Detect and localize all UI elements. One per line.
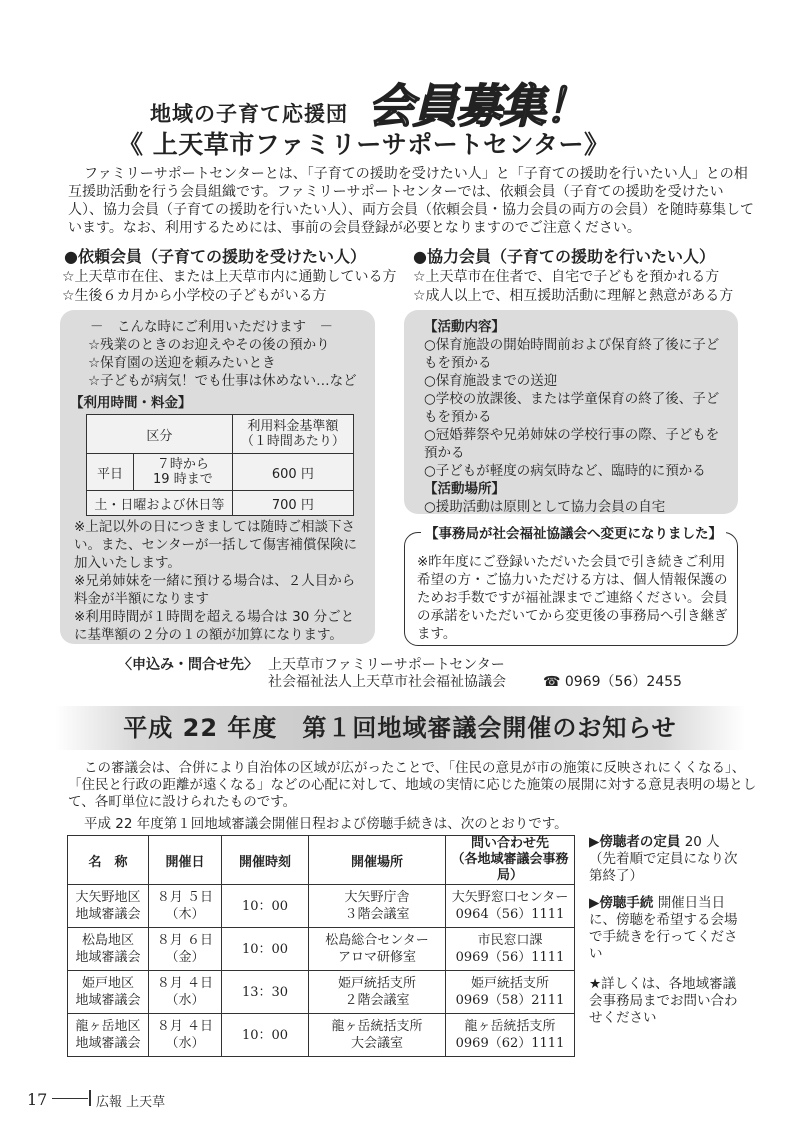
side-capacity xyxy=(589,834,739,885)
schedule-row xyxy=(68,885,575,928)
schedule-cell-name: 松島地区 地域審議会 xyxy=(68,928,149,971)
schedule-cell-contact: 市民窓口課 0969（56）1111 xyxy=(446,928,575,971)
side-capacity-value: 20 人 xyxy=(684,834,720,850)
fee-row1-time-line2: 19 時まで xyxy=(153,472,213,487)
left-note-3: ※利用時間が１時間を超える場合は 30 分ごとに基準額の２分の１の額が加算になります。 xyxy=(74,609,355,643)
schedule-cell-place: 大矢野庁舎 ３階会議室 xyxy=(309,885,446,928)
left-box-item-1: ☆残業のときのお迎えやその後の預かり xyxy=(88,337,330,353)
right-heading: ●協力会員（子育ての援助を行いたい人） xyxy=(413,247,715,266)
schedule-cell-date: ８月 ４日 （水） xyxy=(149,971,222,1014)
schedule-header-contact xyxy=(446,836,575,885)
right-info-box xyxy=(404,310,738,514)
left-heading: ●依頼会員（子育ての援助を受けたい人） xyxy=(64,247,366,266)
schedule-header-contact-line1: 問い合わせ先 xyxy=(470,836,549,851)
footer-rule xyxy=(52,1098,88,1099)
schedule-cell-date: ８月 ５日 （木） xyxy=(149,885,222,928)
schedule-cell-place: 松島総合センター アロマ研修室 xyxy=(309,928,446,971)
schedule-header-place: 開催場所 xyxy=(309,836,446,885)
contact-line1: 上天草市ファミリーサポートセンター xyxy=(268,657,505,673)
notice-box xyxy=(404,526,738,646)
fee-header-kubun: 区分 xyxy=(87,415,233,454)
side-capacity-note: （先着順で定員になり次第終了） xyxy=(589,851,738,884)
schedule-row xyxy=(68,928,575,971)
side-more-info: ★詳しくは、各地域審議会事務局までお問い合わせください xyxy=(589,976,738,1026)
side-procedure-label: ▶傍聴手続 xyxy=(589,895,654,911)
activity-2: ○保育施設までの送迎 xyxy=(424,373,558,389)
contact-tel: ☎ 0969（56）2455 xyxy=(543,674,682,690)
intro-paragraph: ファミリーサポートセンターとは、「子育ての援助を受けたい人」と「子育ての援助を行いたい人」との相互援助活動を行う会員組織です。ファミリーサポートセンターでは、依頼会員（子育ての援助を受けたい人）、協力会員（子育ての援助を行いたい人）、両方会員（依頼会員・協力会員の両方の会員）を随時募集しています。なお、利用するためには、事前の会員登録が必要となりますのでご注意ください。 xyxy=(68,166,754,236)
council-intro: この審議会は、合併により自治体の区域が広がったことで、「住民の意見が市の施策に反映されにくくなる」、「住民と行政の距離が遠くなる」などの心配に対して、地域の実情に応じた施策の展開に対する意見表明の場として、各町単位に設けられたものです。 xyxy=(68,760,757,810)
notice-body: ※昨年度にご登録いただいた会員で引き続きご利用希望の方・ご協力いただける方は、個人情報保護のためお手数ですが福祉課までご連絡ください。会員の承諾をいただいてから変更後の事務局へ引き継ぎます。 xyxy=(417,554,728,642)
schedule-header-name: 名 称 xyxy=(68,836,149,885)
fee-heading: 【利用時間・料金】 xyxy=(70,395,192,411)
schedule-header-time: 開催時刻 xyxy=(222,836,309,885)
schedule-cell-time: 13：30 xyxy=(222,971,309,1014)
left-note-1: ※上記以外の日につきましては随時ご相談下さい。また、センターが一括して傷害補償保険に加入いたします。 xyxy=(74,519,357,571)
schedule-cell-name: 大矢野地区 地域審議会 xyxy=(68,885,149,928)
fee-header-fee-line2: （１時間あたり） xyxy=(240,434,345,449)
fee-row1-time-line1: ７時から xyxy=(156,457,209,472)
fee-row1-time xyxy=(134,454,233,491)
schedule-cell-name: 龍ヶ岳地区 地域審議会 xyxy=(68,1014,149,1057)
schedule-cell-place: 龍ヶ岳統括支所 大会議室 xyxy=(309,1014,446,1057)
fee-row1-fee: 600 円 xyxy=(232,454,353,491)
schedule-cell-name: 姫戸地区 地域審議会 xyxy=(68,971,149,1014)
schedule-cell-contact: 大矢野窓口センター 0964（56）1111 xyxy=(446,885,575,928)
activity-3: ○学校の放課後、または学童保育の終了後、子どもを預かる xyxy=(424,391,720,425)
right-condition-1: ☆上天草市在住者で、自宅で子どもを預かれる方 xyxy=(413,269,720,285)
schedule-cell-date: ８月 ６日 （金） xyxy=(149,928,222,971)
schedule-table xyxy=(67,835,575,1057)
schedule-cell-contact: 姫戸統括支所 0969（58）2111 xyxy=(446,971,575,1014)
left-box-item-3: ☆子どもが病気！でも仕事は休めない…など xyxy=(88,373,357,389)
council-banner-text: 平成 22 年度 第１回地域審議会開催のお知らせ xyxy=(123,714,677,742)
left-box-item-2: ☆保育園の送迎を頼みたいとき xyxy=(88,355,276,371)
left-condition-2: ☆生後６カ月から小学校の子どもがいる方 xyxy=(62,288,327,304)
left-condition-1: ☆上天草市在住、または上天草市内に通勤している方 xyxy=(62,269,397,285)
schedule-header-contact-line2: （各地域審議会事務局） xyxy=(451,852,569,883)
header-main-title: 《 上天草市ファミリーサポートセンター》 xyxy=(118,130,610,159)
council-intro-2: 平成 22 年度第１回地域審議会開催日程および傍聴手続きは、次のとおりです。 xyxy=(84,816,568,832)
activity-4: ○冠婚葬祭や兄弟姉妹の学校行事の際、子どもを預かる xyxy=(424,427,720,461)
fee-table xyxy=(86,414,354,516)
side-procedure-text: 開催日当日に、傍聴を希望する会場で手続きを行ってください xyxy=(589,895,738,962)
contact-label: 〈申込み・問合せ先〉 xyxy=(118,657,258,673)
page-number: 17 xyxy=(27,1090,48,1109)
left-box-title: － こんな時にご利用いただけます － xyxy=(90,319,333,335)
left-note-2: ※兄弟姉妹を一緒に預ける場合は、２人目から料金が半額になります xyxy=(74,573,356,607)
header-big-title: 会員募集！ xyxy=(368,79,588,133)
schedule-cell-time: 10：00 xyxy=(222,1014,309,1057)
schedule-cell-place: 姫戸統括支所 ２階会議室 xyxy=(309,971,446,1014)
right-condition-2: ☆成人以上で、相互援助活動に理解と熱意がある方 xyxy=(413,288,734,304)
header-subtitle: 地域の子育て応援団 xyxy=(150,102,348,126)
left-info-box xyxy=(60,310,375,644)
publication-name: 広報 上天草 xyxy=(96,1095,166,1110)
schedule-cell-time: 10：00 xyxy=(222,928,309,971)
council-banner xyxy=(55,706,745,750)
fee-row1-label: 平日 xyxy=(87,454,134,491)
footer-bar xyxy=(89,1090,91,1106)
fee-row2-fee: 700 円 xyxy=(232,491,353,516)
fee-header-fee-line1: 利用料金基準額 xyxy=(247,419,339,434)
schedule-cell-contact: 龍ヶ岳統括支所 0969（62）1111 xyxy=(446,1014,575,1057)
side-capacity-label: ▶傍聴者の定員 xyxy=(589,834,681,850)
schedule-cell-time: 10：00 xyxy=(222,885,309,928)
contact-line2: 社会福祉法人上天草市社会福祉協議会 xyxy=(268,674,506,690)
schedule-row xyxy=(68,971,575,1014)
fee-row2-label: 土・日曜および休日等 xyxy=(87,491,233,516)
activity-heading: 【活動内容】 xyxy=(424,319,505,335)
place-text: ○援助活動は原則として協力会員の自宅 xyxy=(424,499,666,515)
activity-5: ○子どもが軽度の病気時など、臨時的に預かる xyxy=(424,463,706,479)
notice-title: 【事務局が社会福祉協議会へ変更になりました】 xyxy=(421,522,726,542)
activity-1: ○保育施設の開始時間前および保育終了後に子どもを預かる xyxy=(424,337,720,371)
side-procedure xyxy=(589,895,739,963)
fee-header-fee xyxy=(232,415,353,454)
place-heading: 【活動場所】 xyxy=(424,481,505,497)
schedule-row xyxy=(68,1014,575,1057)
schedule-header-date: 開催日 xyxy=(149,836,222,885)
schedule-cell-date: ８月 ４日 （水） xyxy=(149,1014,222,1057)
schedule-header-row xyxy=(68,836,575,885)
